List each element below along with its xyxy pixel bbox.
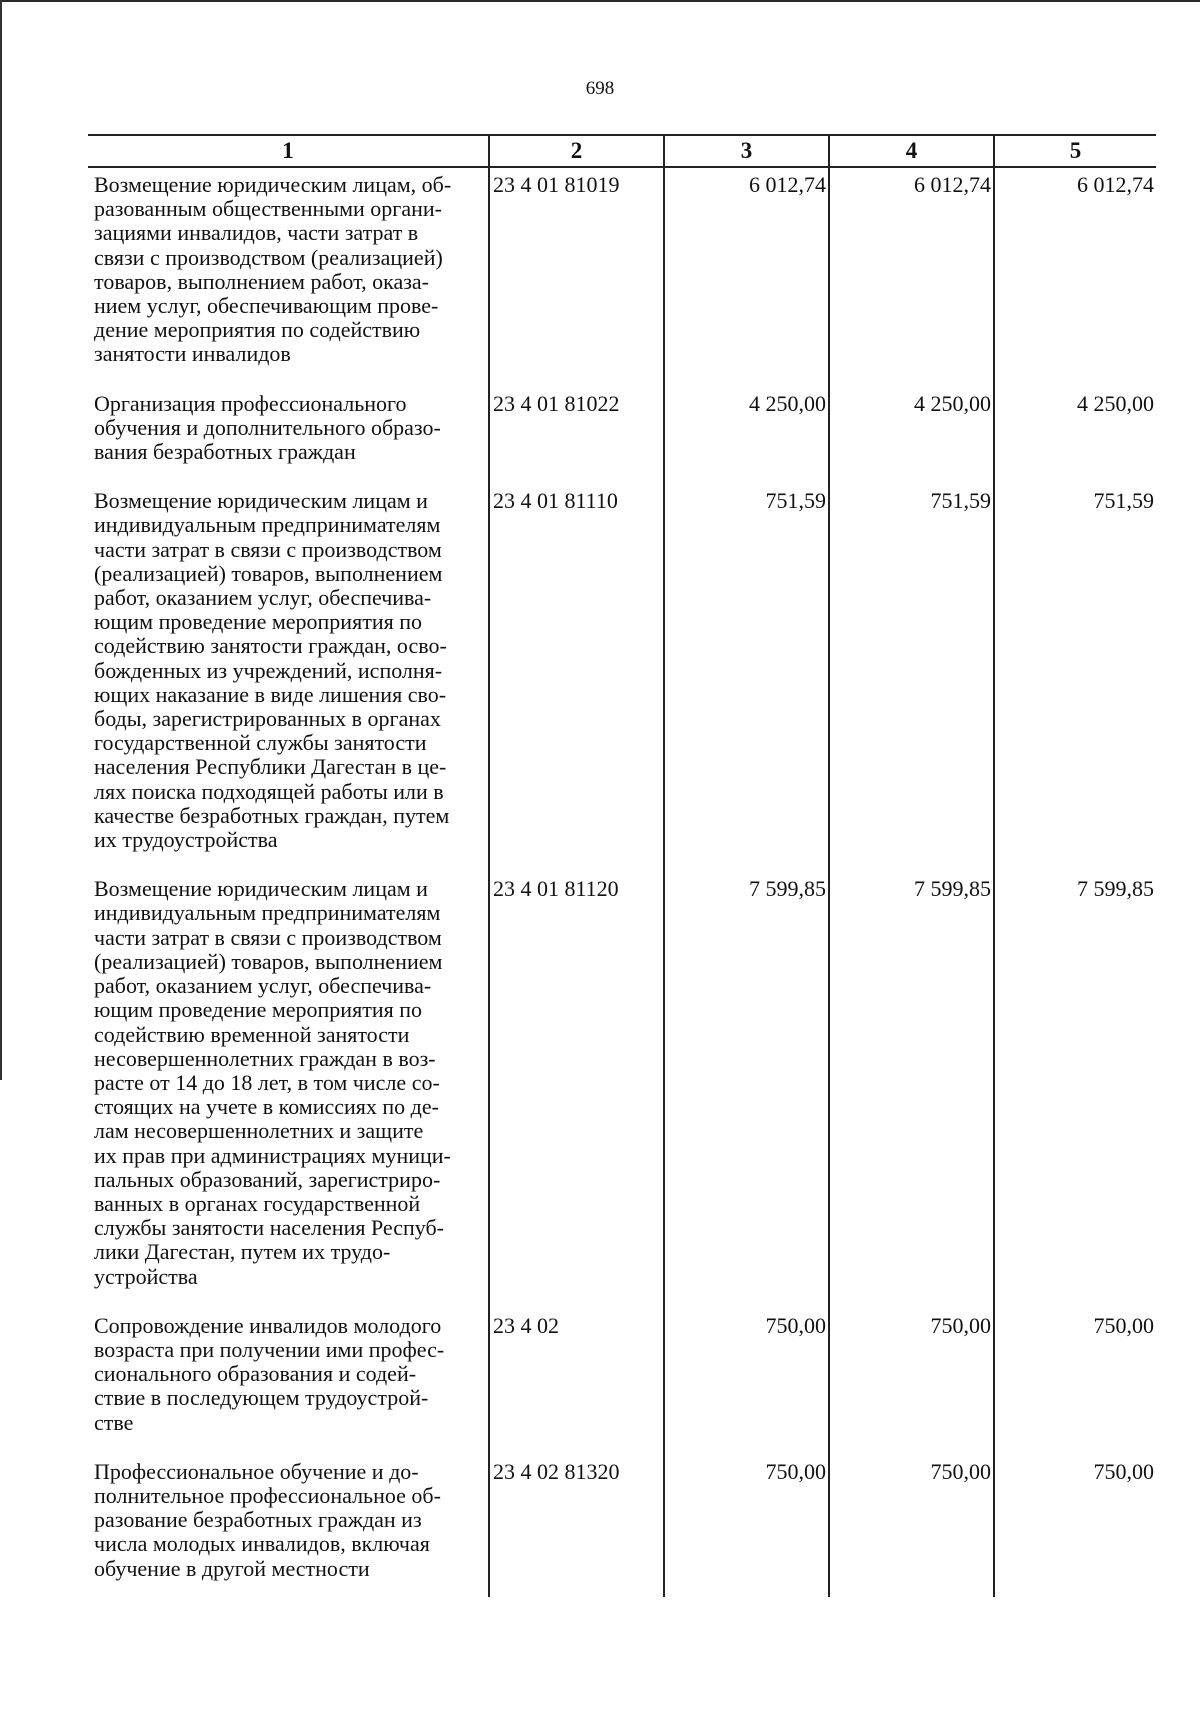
row-name-line: государственной службы занятости xyxy=(94,730,427,756)
row-name-line: божденных из учреждений, исполня- xyxy=(94,657,443,683)
row-name-line: работ, оказанием услуг, обеспечива- xyxy=(94,585,432,611)
row-value-col5: 7 599,85 xyxy=(1077,876,1154,902)
table-row xyxy=(88,387,1156,485)
row-name-line: Возмещение юридическим лицам и xyxy=(94,876,428,902)
row-name-cell xyxy=(88,872,489,1308)
row-code-cell: 23 4 01 81019 xyxy=(489,167,664,387)
table-row xyxy=(88,872,1156,1308)
row-value-col3: 751,59 xyxy=(664,484,829,872)
table-row xyxy=(88,167,1156,387)
row-name-line: качестве безработных граждан, путем xyxy=(94,802,450,828)
row-code-cell: 23 4 01 81120 xyxy=(489,872,664,1308)
row-name-line: ствие в последующем трудоустрой- xyxy=(94,1385,429,1411)
row-name-cell xyxy=(88,1309,489,1455)
row-name-line: стве xyxy=(94,1409,134,1435)
row-value-col4: 6 012,74 xyxy=(829,167,994,387)
row-name-line: лам несовершеннолетних и защите xyxy=(94,1118,424,1144)
row-name-line: обучения и дополнительного образо- xyxy=(94,414,441,440)
row-name-line: стоящих на учете в комиссиях по де- xyxy=(94,1094,439,1120)
header-col-3: 3 xyxy=(664,135,829,167)
header-col-1: 1 xyxy=(88,135,489,167)
table-header xyxy=(88,135,1156,167)
row-value-col3: 6 012,74 xyxy=(664,167,829,387)
page-number: 698 xyxy=(585,78,615,99)
table-body xyxy=(88,167,1156,1597)
table-row xyxy=(88,484,1156,872)
row-value-col3: 7 599,85 xyxy=(664,872,829,1308)
scan-border-top xyxy=(0,0,1200,2)
row-value-col5: 750,00 xyxy=(1093,1458,1154,1484)
row-name-line: (реализацией) товаров, выполнением xyxy=(94,560,443,586)
row-name-line: обучение в другой местности xyxy=(94,1555,370,1581)
row-name-cell xyxy=(88,167,489,387)
row-value-col5: 4 250,00 xyxy=(1077,390,1154,416)
header-row xyxy=(88,135,1156,167)
table-row xyxy=(88,1309,1156,1455)
row-name-line: лики Дагестан, путем их трудо- xyxy=(94,1239,391,1265)
row-name-line: Профессиональное обучение и до- xyxy=(94,1458,419,1484)
row-value-col5: 6 012,74 xyxy=(1077,172,1154,197)
row-name-line: службы занятости населения Респуб- xyxy=(94,1215,444,1241)
row-name-line: лях поиска подходящей работы или в xyxy=(94,778,444,804)
row-name-line: Организация профессионального xyxy=(94,390,407,416)
row-name-line: зациями инвалидов, части затрат в xyxy=(94,220,419,246)
row-name-line: индивидуальным предпринимателям xyxy=(94,512,441,538)
row-code-cell: 23 4 01 81022 xyxy=(489,387,664,485)
row-value-col3: 750,00 xyxy=(664,1309,829,1455)
row-value-col3: 4 250,00 xyxy=(664,387,829,485)
row-code-cell: 23 4 02 xyxy=(489,1309,664,1455)
row-value-col4: 4 250,00 xyxy=(829,387,994,485)
header-col-5: 5 xyxy=(994,135,1156,167)
row-name-line: возраста при получении ими профес- xyxy=(94,1336,445,1362)
row-value-col4: 750,00 xyxy=(829,1455,994,1597)
row-name-line: вания безработных граждан xyxy=(94,439,356,465)
row-name-line: пальных образований, зарегистриро- xyxy=(94,1166,441,1192)
row-name-cell xyxy=(88,387,489,485)
row-name-cell xyxy=(88,484,489,872)
row-name-cell xyxy=(88,1455,489,1597)
row-name-line: Возмещение юридическим лицам, об- xyxy=(94,172,452,197)
row-name-line: ющих наказание в виде лишения сво- xyxy=(94,681,447,707)
row-name-line: сионального образования и содей- xyxy=(94,1361,417,1387)
row-name-line: расте от 14 до 18 лет, в том числе со- xyxy=(94,1069,440,1095)
row-name-line: нием услуг, обеспечивающим прове- xyxy=(94,293,439,319)
row-name-line: занятости инвалидов xyxy=(94,341,291,367)
scan-border-left xyxy=(0,0,2,1080)
row-name-line: связи с производством (реализацией) xyxy=(94,244,443,270)
row-code-cell: 23 4 02 81320 xyxy=(489,1455,664,1597)
row-code-cell: 23 4 01 81110 xyxy=(489,484,664,872)
row-name-line: индивидуальным предпринимателям xyxy=(94,900,441,926)
row-name-line: их прав при администрациях муници- xyxy=(94,1142,451,1168)
row-name-line: ющим проведение мероприятия по xyxy=(94,997,422,1023)
row-name-line: Возмещение юридическим лицам и xyxy=(94,488,428,514)
row-name-line: числа молодых инвалидов, включая xyxy=(94,1531,430,1557)
budget-table xyxy=(88,134,1156,1597)
row-value-col3: 750,00 xyxy=(664,1455,829,1597)
row-name-line: ющим проведение мероприятия по xyxy=(94,609,422,635)
row-name-line: части затрат в связи с производством xyxy=(94,536,442,562)
row-name-line: дение мероприятия по содействию xyxy=(94,317,421,343)
row-name-line: боды, зарегистрированных в органах xyxy=(94,706,441,732)
row-name-line: товаров, выполнением работ, оказа- xyxy=(94,268,430,294)
row-name-line: разование безработных граждан из xyxy=(94,1507,422,1533)
row-name-line: Сопровождение инвалидов молодого xyxy=(94,1312,442,1338)
row-name-line: полнительное профессиональное об- xyxy=(94,1482,441,1508)
row-name-line: части затрат в связи с производством xyxy=(94,924,442,950)
row-name-line: работ, оказанием услуг, обеспечива- xyxy=(94,973,432,999)
row-value-col4: 7 599,85 xyxy=(829,872,994,1308)
row-value-col5: 750,00 xyxy=(1093,1312,1154,1338)
row-name-line: содействию временной занятости xyxy=(94,1021,410,1047)
row-name-line: устройства xyxy=(94,1263,198,1289)
table-row xyxy=(88,1455,1156,1597)
row-value-col4: 751,59 xyxy=(829,484,994,872)
header-col-4: 4 xyxy=(829,135,994,167)
row-name-line: (реализацией) товаров, выполнением xyxy=(94,948,443,974)
header-col-2: 2 xyxy=(489,135,664,167)
row-name-line: разованным общественными органи- xyxy=(94,196,442,222)
row-name-line: их трудоустройства xyxy=(94,827,278,853)
row-name-line: ванных в органах государственной xyxy=(94,1190,421,1216)
row-name-line: несовершеннолетних граждан в воз- xyxy=(94,1045,436,1071)
row-value-col5: 751,59 xyxy=(1093,488,1154,514)
row-name-line: населения Республики Дагестан в це- xyxy=(94,754,447,780)
row-value-col4: 750,00 xyxy=(829,1309,994,1455)
row-name-line: содействию занятости граждан, осво- xyxy=(94,633,447,659)
